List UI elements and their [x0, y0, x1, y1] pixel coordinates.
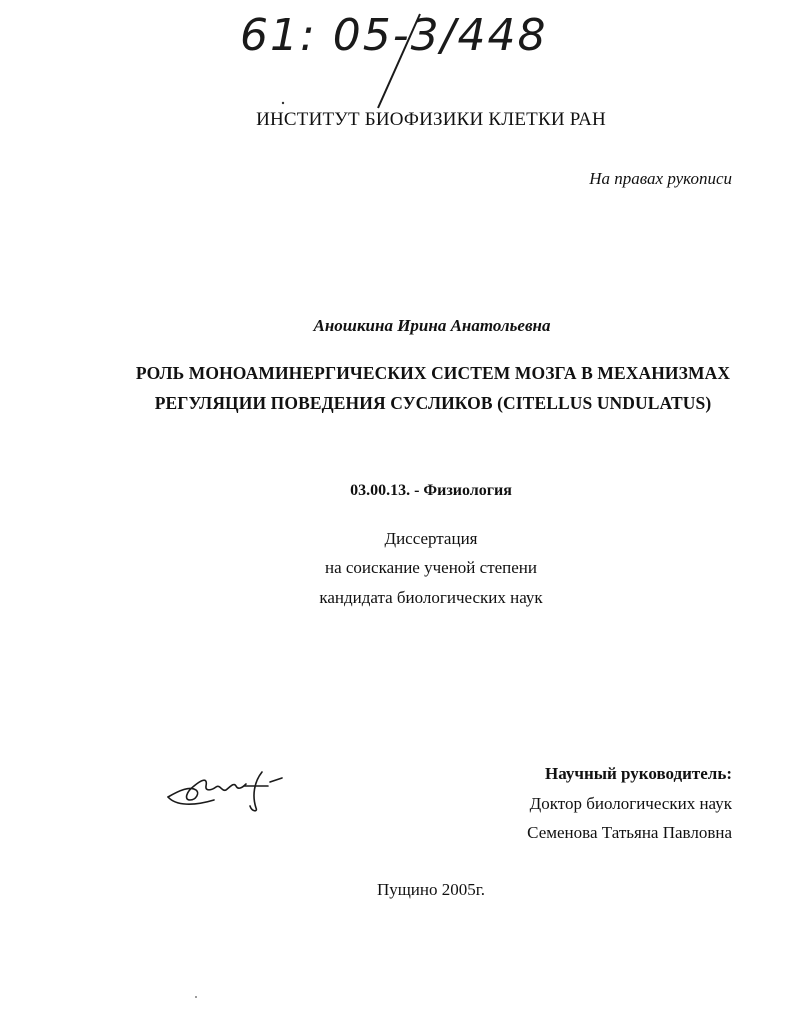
- dissertation-title-line-1: РОЛЬ МОНОАМИНЕРГИЧЕСКИХ СИСТЕМ МОЗГА В МЕХАНИЗМАХ: [135, 363, 731, 383]
- institute-name: ИНСТИТУТ БИОФИЗИКИ КЛЕТКИ РАН: [256, 109, 606, 130]
- degree-name: кандидата биологических наук: [319, 588, 543, 607]
- place-and-year: Пущино 2005г.: [376, 880, 486, 899]
- supervisor-heading: Научный руководитель:: [545, 764, 732, 783]
- author-name: Аношкина Ирина Анатольевна: [313, 316, 551, 335]
- specialty-code: 03.00.13. - Физиология: [350, 482, 512, 499]
- handwritten-archive-number: 61: 05-3/448: [240, 10, 548, 61]
- supervisor-name: Семенова Татьяна Павловна: [527, 823, 732, 842]
- ink-dot: [282, 102, 284, 104]
- dissertation-title-line-2: РЕГУЛЯЦИИ ПОВЕДЕНИЯ СУСЛИКОВ (CITELLUS UNDULATUS): [154, 393, 712, 413]
- dissertation-label: Диссертация: [384, 529, 478, 548]
- archive-slash-stroke: [378, 14, 420, 108]
- signature-mark: [168, 772, 282, 811]
- supervisor-degree: Доктор биологических наук: [529, 794, 732, 813]
- ink-dot: [195, 996, 197, 998]
- rights-note: На правах рукописи: [589, 169, 732, 188]
- degree-purpose: на соискание ученой степени: [324, 558, 538, 577]
